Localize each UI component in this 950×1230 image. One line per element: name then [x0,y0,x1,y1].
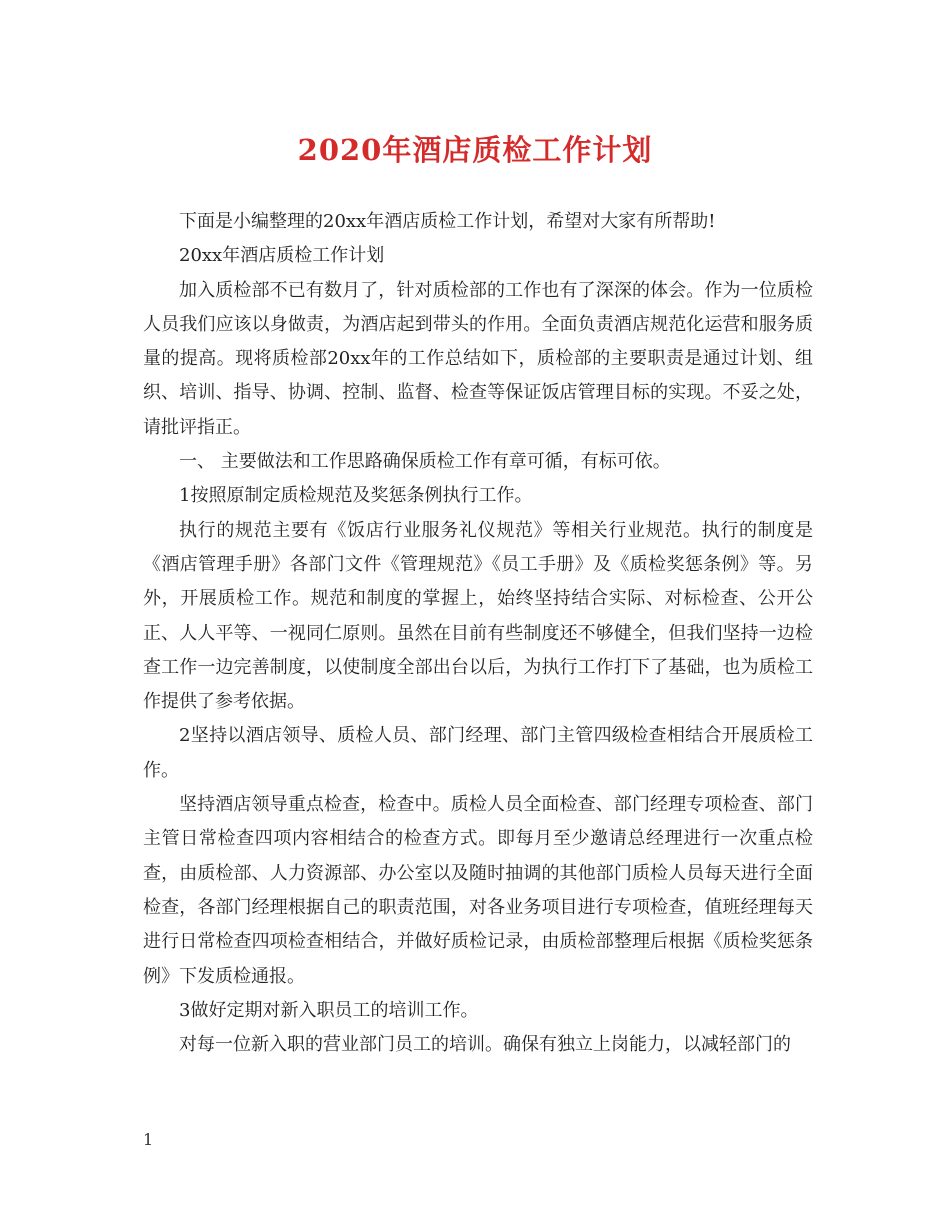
subsection-heading: 1按照原制定质检规范及奖惩条例执行工作。 [179,485,533,507]
page-number: 1 [143,1130,154,1149]
subsection-heading: 3做好定期对新入职员工的培训工作。 [179,999,479,1021]
subsection-heading: 2坚持以酒店领导、质检人员、部门经理、部门主管四级检查相结合开展质检工作。 [143,725,813,781]
paragraph: 下面是小编整理的20xx年酒店质检工作计划，希望对大家有所帮助! [179,211,716,232]
paragraph: 20xx年酒店质检工作计划 [179,245,385,267]
section-heading: 一、 主要做法和工作思路确保质检工作有章可循，有标可依。 [179,451,671,473]
document-title: 2020年酒店质检工作计划 [297,133,653,167]
document-body [143,205,813,1062]
paragraph: 加入质检部不已有数月了，针对质检部的工作也有了深深的体会。作为一位质检人员我们应该以身做责，为酒店起到带头的作用。全面负责酒店规范化运营和服务质量的提高。现将质检部20xx年的工作总结如下，质检部的主要职责是通过计划、组织、培训、指导、协调、控制、监督、检查等保证饭店管理目标的实现。不妥之处，请批评指正。 [143,279,813,438]
paragraph: 对每一位新入职的营业部门员工的培训。确保有独立上岗能力，以减轻部门的 [179,1034,791,1056]
paragraph: 坚持酒店领导重点检查，检查中。质检人员全面检查、部门经理专项检查、部门主管日常检查四项内容相结合的检查方式。即每月至少邀请总经理进行一次重点检查，由质检部、人力资源部、办公室以及随时抽调的其他部门质检人员每天进行全面检查，各部门经理根据自己的职责范围，对各业务项目进行专项检查，值班经理每天进行日常检查四项检查相结合，并做好质检记录，由质检部整理后根据《质检奖惩条例》下发质检通报。 [143,794,813,987]
paragraph: 执行的规范主要有《饭店行业服务礼仪规范》等相关行业规范。执行的制度是《酒店管理手册》各部门文件《管理规范》《员工手册》及《质检奖惩条例》等。另外，开展质检工作。规范和制度的掌握上，始终坚持结合实际、对标检查、公开公正、人人平等、一视同仁原则。虽然在目前有些制度还不够健全，但我们坚持一边检查工作一边完善制度，以使制度全部出台以后，为执行工作打下了基础，也为质检工作提供了参考依据。 [143,519,813,713]
